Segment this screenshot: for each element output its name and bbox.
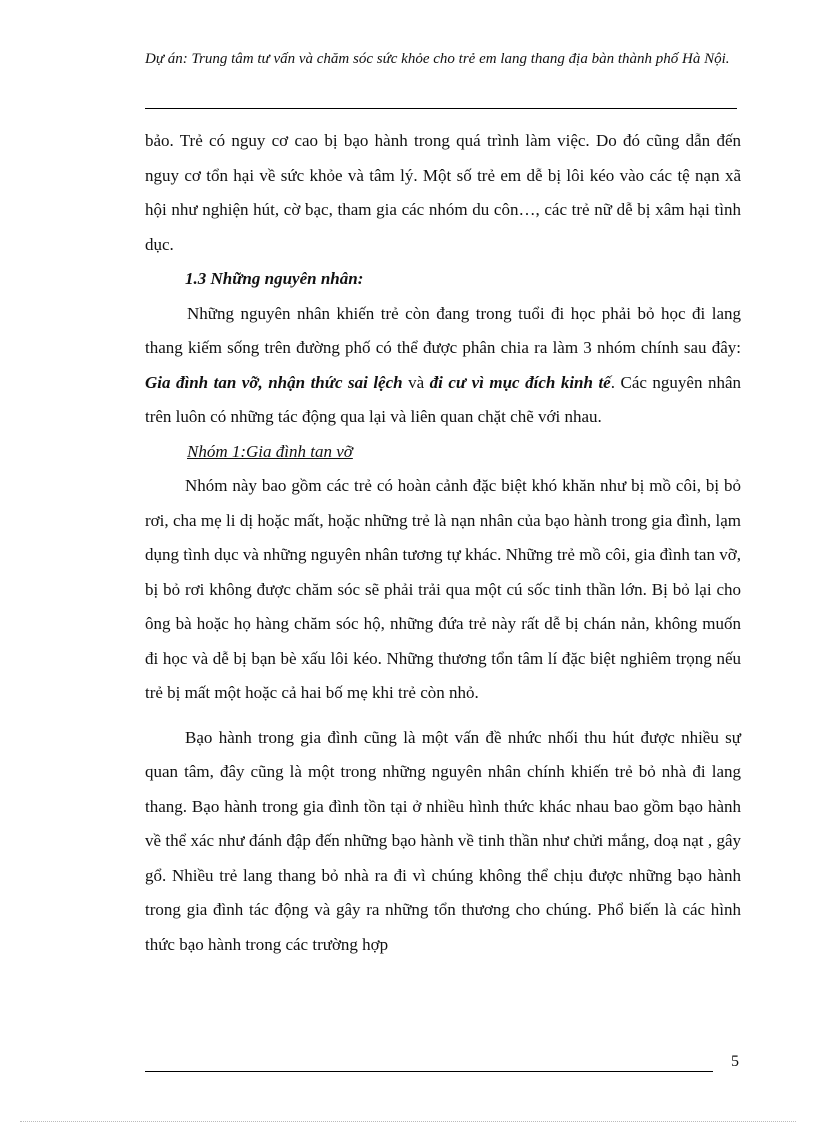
group1-heading [145,435,741,470]
causes-text-3: . Các nguyên nhân trên luôn có những tác động qua lại và liên quan chặt chẽ với nhau. [145,372,742,426]
page-bottom-edge [20,1121,796,1122]
causes-emphasis-2: đi cư vì mục đích kinh tế [429,372,611,392]
project-title: Dự án: Trung tâm tư vấn và chăm sóc sức khỏe cho trẻ em lang thang địa bàn thành phố Hà Nội. [145,51,730,67]
causes-text-1: Những nguyên nhân khiến trẻ còn đang trong tuổi đi học phải bỏ học đi lang thang kiếm sống trên đường phố có thể được phân chia ra làm 3 nhóm chính sau đây: [145,303,741,357]
page-number: 5 [731,1053,739,1070]
causes-text-2: và [402,372,430,392]
page-header [145,50,740,69]
group1-heading-text: Nhóm 1:Gia đình tan vỡ [187,441,353,461]
section-heading: 1.3 Những nguyên nhân: [185,269,364,288]
footer-divider [145,1071,713,1072]
paragraph-group1: Nhóm này bao gồm các trẻ có hoàn cảnh đặc biệt khó khăn như bị mồ côi, bị bỏ rơi, cha mẹ li dị hoặc mất, hoặc những trẻ là nạn nhân của bạo hành trong gia đình, lạm dụng tình dục và những nguyên nhân tương tự khác. Những trẻ mồ côi, gia đình tan vỡ, bị bỏ rơi không được chăm sóc sẽ phải trải qua một cú sốc tinh thần lớn. Bị bỏ lại cho ông bà hoặc họ hàng chăm sóc hộ, những đứa trẻ này rất dễ bị chán nản, không muốn đi học và dễ bị bạn bè xấu lôi kéo. Những thương tổn tâm lí đặc biệt nghiêm trọng nếu trẻ bị mất một hoặc cả hai bố mẹ khi trẻ còn nhỏ. [145,476,741,702]
paragraph-violence: Bạo hành trong gia đình cũng là một vấn đề nhức nhối thu hút được nhiều sự quan tâm, đây cũng là một trong những nguyên nhân chính khiến trẻ bỏ nhà đi lang thang. Bạo hành trong gia đình tồn tại ở nhiều hình thức khác nhau bao gồm bạo hành về thể xác như đánh đập đến những bạo hành về tinh thần như chửi mắng, doạ nạt , gây gổ. Nhiều trẻ lang thang bỏ nhà ra đi vì chúng không thể chịu được những bạo hành trong gia đình tác động và gây ra những tổn thương cho chúng. Phổ biến là các hình thức bạo hành trong các trường hợp [145,727,741,954]
paragraph-causes [145,297,741,435]
header-divider [145,108,737,109]
document-body [145,124,741,962]
causes-emphasis-1: Gia đình tan vỡ, nhận thức sai lệch [145,372,403,392]
paragraph-intro: bảo. Trẻ có nguy cơ cao bị bạo hành trong quá trình làm việc. Do đó cũng dẫn đến nguy cơ tổn hại về sức khỏe và tâm lý. Một số trẻ em dễ bị lôi kéo vào các tệ nạn xã hội như nghiện hút, cờ bạc, tham gia các nhóm du côn…, các trẻ nữ dễ bị xâm hại tình dục. [145,131,741,254]
